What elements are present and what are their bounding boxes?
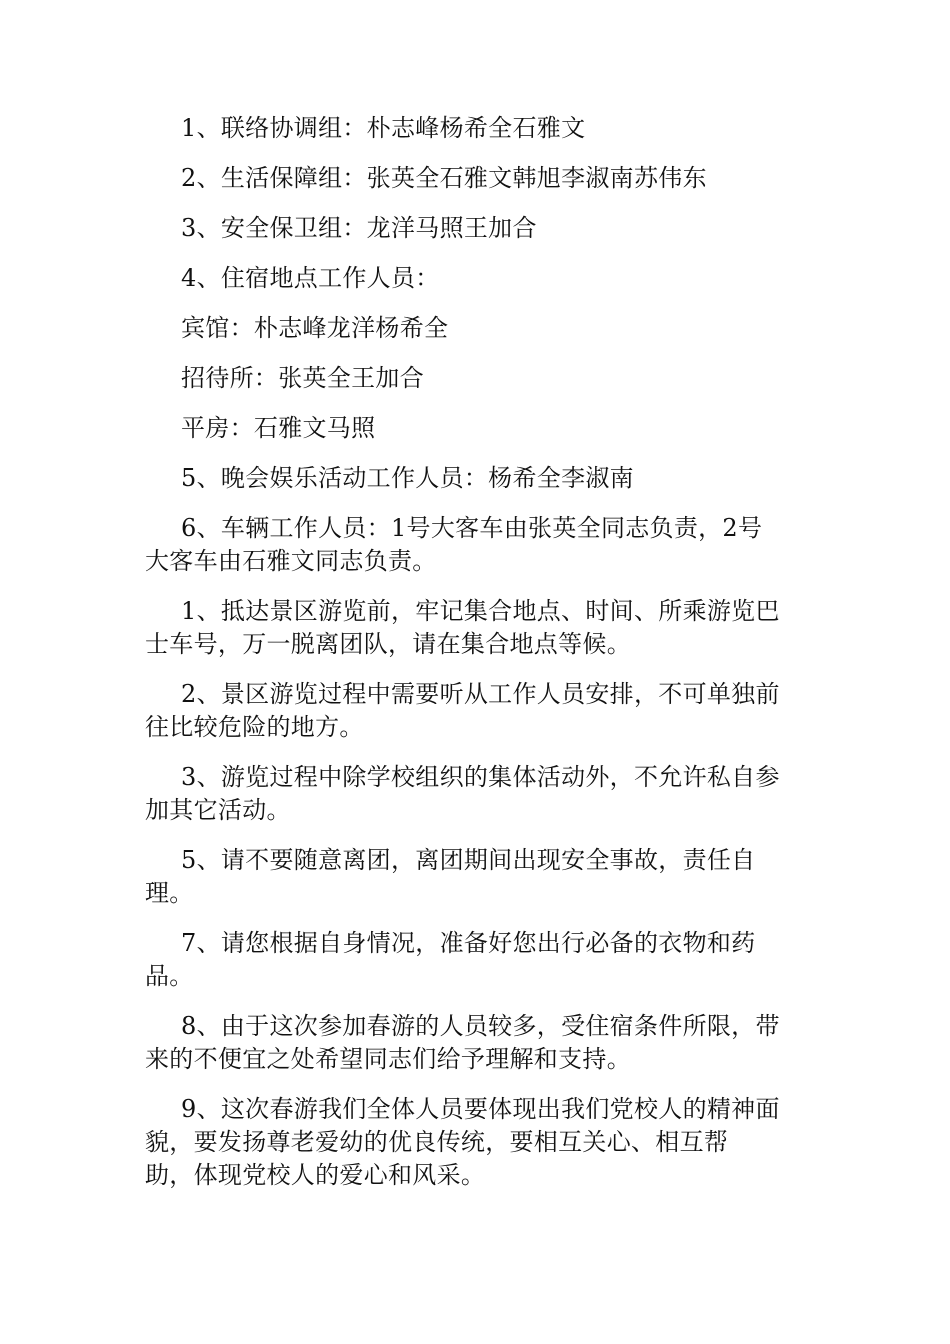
paragraph-rule-2: 2、景区游览过程中需要听从工作人员安排，不可单独前 往比较危险的地方。 <box>145 680 780 741</box>
paragraph-hotel: 宾馆：朴志峰龙洋杨希全 <box>181 314 449 342</box>
paragraph-vehicle-staff: 6、车辆工作人员：1号大客车由张英全同志负责，2号 大客车由石雅文同志负责。 <box>145 514 763 575</box>
paragraph-bungalow: 平房：石雅文马照 <box>181 414 376 442</box>
paragraph-rule-1: 1、抵达景区游览前，牢记集合地点、时间、所乘游览巴 士车号，万一脱离团队，请在集合地点等候。 <box>145 597 780 658</box>
paragraph-rule-7: 7、请您根据自身情况，准备好您出行必备的衣物和药 品。 <box>145 929 756 990</box>
paragraph-liaison-group: 1、联络协调组：朴志峰杨希全石雅文 <box>181 114 586 142</box>
paragraph-rule-5: 5、请不要随意离团，离团期间出现安全事故，责任自 理。 <box>145 846 756 907</box>
paragraph-lodging-staff: 4、住宿地点工作人员： <box>181 264 440 292</box>
paragraph-security-group: 3、安全保卫组：龙洋马照王加合 <box>181 214 537 242</box>
paragraph-guesthouse: 招待所：张英全王加合 <box>181 364 424 392</box>
paragraph-logistics-group: 2、生活保障组：张英全石雅文韩旭李淑南苏伟东 <box>181 164 707 192</box>
paragraph-rule-9: 9、这次春游我们全体人员要体现出我们党校人的精神面 貌，要发扬尊老爱幼的优良传统，要相互关心、相互帮 助，体现党校人的爱心和风采。 <box>145 1095 780 1189</box>
paragraph-entertainment-staff: 5、晚会娱乐活动工作人员：杨希全李淑南 <box>181 464 634 492</box>
paragraph-rule-3: 3、游览过程中除学校组织的集体活动外，不允许私自参 加其它活动。 <box>145 763 780 824</box>
document-body <box>145 112 810 1192</box>
paragraph-rule-8: 8、由于这次参加春游的人员较多，受住宿条件所限，带 来的不便宜之处希望同志们给予理解和支持。 <box>145 1012 780 1073</box>
